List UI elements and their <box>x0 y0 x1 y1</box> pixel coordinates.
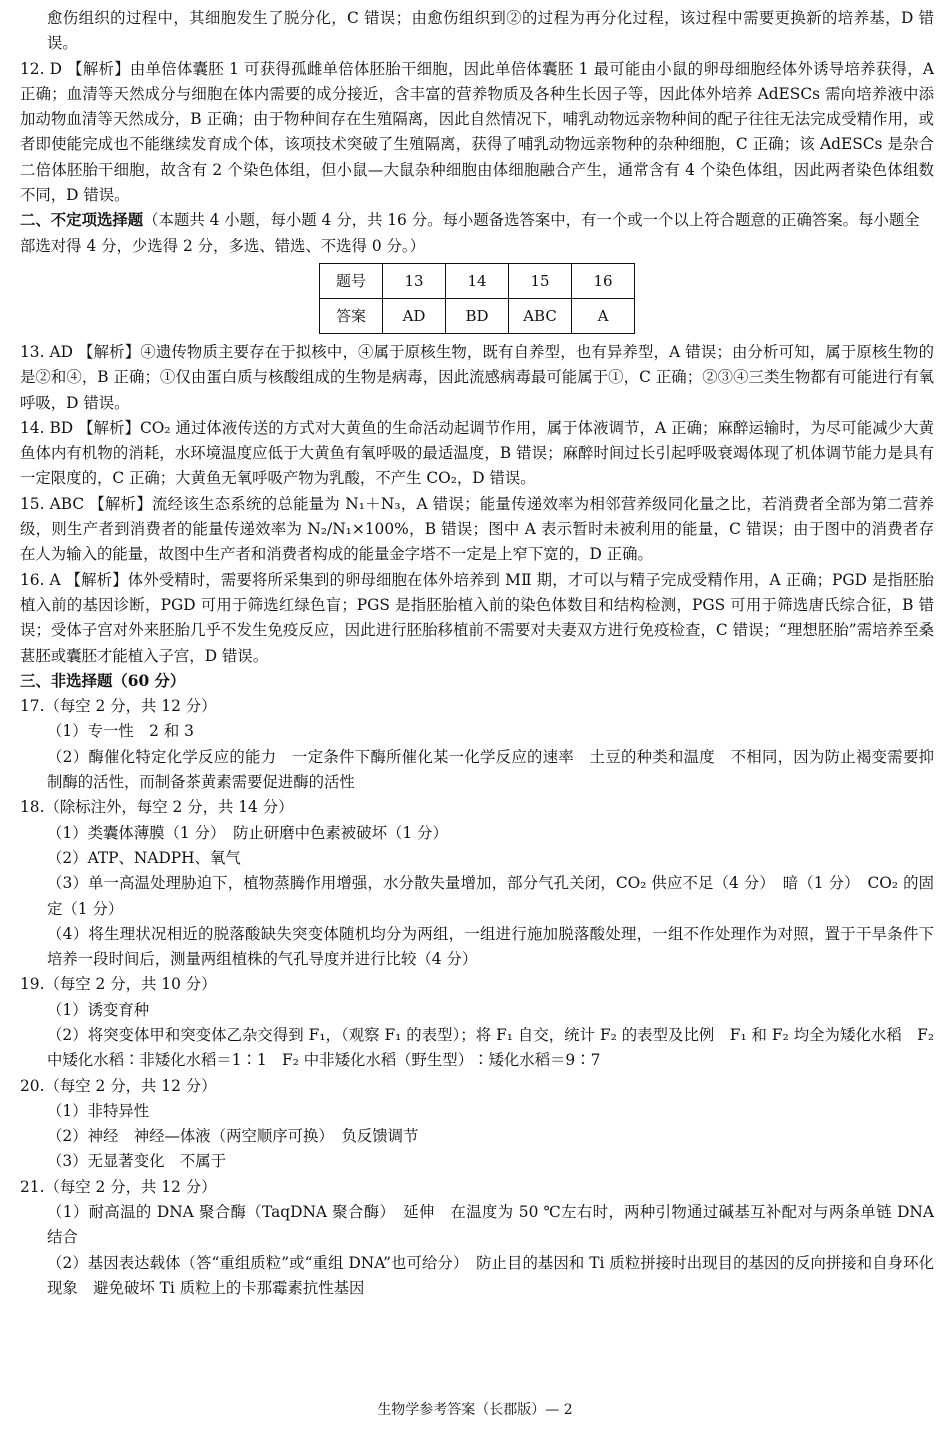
q18-part1: （1）类囊体薄膜（1 分） 防止研磨中色素被破坏（1 分） <box>47 823 448 842</box>
q21-part1: （1）耐高温的 DNA 聚合酶（TaqDNA 聚合酶） 延伸 在温度为 50 ℃左右时，两种引物通过碱基互补配对与两条单链 DNA 结合 <box>47 1203 934 1247</box>
table-label-number: 题号 <box>320 263 383 298</box>
answer-page <box>20 6 934 1301</box>
q12-paragraph: 12. D 【解析】由单倍体囊胚 1 可获得孤雌单倍体胚胎干细胞，因此单倍体囊胚 1 最可能由小鼠的卵母细胞经体外诱导培养获得，A 正确；血清等天然成分与细胞在体内需要的成分接近，含丰富的营养物质及各种生长因子等，因此体外培养 AdESCs 需向培养液中添加动物血清等天然成分，B 正确；由于物种间存在生殖隔离，因此自然情况下，哺乳动物远亲物种间的配子往往无法完成受精作用，或者即使能完成也不能继续发育成个体，该项技术突破了生殖隔离，获得了哺乳动物远亲物种的杂种细胞，C 正确；该 AdESCs 是杂合二倍体胚胎干细胞，故含有 2 个染色体组，但小鼠—大鼠杂种细胞由体细胞融合产生，通常含有 4 个染色体组，因此两者染色体组数不同，D 错误。 <box>20 59 934 205</box>
q13-paragraph: 13. AD 【解析】④遗传物质主要存在于拟核中，④属于原核生物，既有自养型，也有异养型，A 错误；由分析可知，属于原核生物的是②和④，B 正确；①仅由蛋白质与核酸组成的生物是病毒，因此流感病毒最可能属于①，C 正确；②③④三类生物都有可能进行有氧呼吸，D 错误。 <box>20 342 934 412</box>
q21-header: 21.（每空 2 分，共 12 分） <box>20 1177 217 1196</box>
q20-part1: （1）非特异性 <box>47 1101 150 1120</box>
q19-header: 19.（每空 2 分，共 10 分） <box>20 975 217 994</box>
q20-part2: （2）神经 神经—体液（两空顺序可换） 负反馈调节 <box>47 1127 419 1146</box>
table-label-answer: 答案 <box>320 298 383 333</box>
table-cell: A <box>572 298 635 333</box>
q14-paragraph: 14. BD 【解析】CO₂ 通过体液传送的方式对大黄鱼的生命活动起调节作用，属于体液调节，A 正确；麻醉运输时，为尽可能减少大黄鱼体内有机物的消耗，水环境温度应低于大黄鱼有氧呼吸的最适温度，B 错误；麻醉时间过长引起呼吸衰竭体现了机体调节能力是具有一定限度的，C 正确；大黄鱼无氧呼吸产物为乳酸，不产生 CO₂，D 错误。 <box>20 418 934 488</box>
q18-part2: （2）ATP、NADPH、氧气 <box>47 848 241 867</box>
q16-paragraph: 16. A 【解析】体外受精时，需要将所采集到的卵母细胞在体外培养到 MⅡ 期，才可以与精子完成受精作用，A 正确；PGD 是指胚胎植入前的基因诊断，PGD 可用于筛选红绿色盲；PGS 是指胚胎植入前的染色体数目和结构检测，PGS 可用于筛选唐氏综合征，B 错误；受体子宫对外来胚胎几乎不发生免疫反应，因此进行胚胎移植前不需要对夫妻双方进行免疫检查，C 错误；“理想胚胎”需培养至桑葚胚或囊胚才能植入子宫，D 错误。 <box>20 570 934 665</box>
q19-part2: （2）将突变体甲和突变体乙杂交得到 F₁，（观察 F₁ 的表型）；将 F₁ 自交，统计 F₂ 的表型及比例 F₁ 和 F₂ 均全为矮化水稻 F₂ 中矮化水稻∶非矮化水稻＝1∶1 F₂ 中非矮化水稻（野生型）∶矮化水稻＝9∶7 <box>47 1025 934 1070</box>
table-row-answers <box>320 298 635 333</box>
table-cell: BD <box>446 298 509 333</box>
q15-paragraph: 15. ABC 【解析】流经该生态系统的总能量为 N₁＋N₃，A 错误；能量传递效率为相邻营养级同化量之比，若消费者全部为第二营养级，则生产者到消费者的能量传递效率为 N₂/N₁×100%，B 错误；图中 A 表示暂时未被利用的能量，C 错误；由于图中的消费者存在人为输入的能量，故图中生产者和消费者构成的能量金字塔不一定是上窄下宽的，D 正确。 <box>20 494 934 564</box>
q21-part2: （2）基因表达载体（答“重组质粒”或“重组 DNA”也可给分） 防止目的基因和 Ti 质粒拼接时出现目的基因的反向拼接和自身环化现象 避免破坏 Ti 质粒上的卡那霉素抗性基因 <box>47 1253 934 1297</box>
table-cell: AD <box>383 298 446 333</box>
q18-header: 18.（除标注外，每空 2 分，共 14 分） <box>20 798 294 817</box>
section2-header <box>20 208 934 259</box>
q18-part3: （3）单一高温处理胁迫下，植物蒸腾作用增强，水分散失量增加，部分气孔关闭，CO₂ 供应不足（4 分） 暗（1 分） CO₂ 的固定（1 分） <box>47 874 934 918</box>
q18-part4: （4）将生理状况相近的脱落酸缺失突变体随机均分为两组，一组进行施加脱落酸处理，一组不作处理作为对照，置于干旱条件下培养一段时间后，测量两组植株的气孔导度并进行比较（4 分） <box>47 924 934 969</box>
table-cell: ABC <box>509 298 572 333</box>
table-cell: 14 <box>446 263 509 298</box>
intro-paragraph: 愈伤组织的过程中，其细胞发生了脱分化，C 错误；由愈伤组织到②的过程为再分化过程，该过程中需要更换新的培养基，D 错误。 <box>47 9 934 53</box>
q20-header: 20.（每空 2 分，共 12 分） <box>20 1076 217 1095</box>
section2-title: 二、不定项选择题 <box>20 211 144 230</box>
section3-title: 三、非选择题（60 分） <box>20 671 186 690</box>
q19-part1: （1）诱变育种 <box>47 1000 150 1019</box>
q17-part2: （2）酶催化特定化学反应的能力 一定条件下酶所催化某一化学反应的速率 土豆的种类和温度 不相同，因为防止褐变需要抑制酶的活性，而制备茶黄素需要促进酶的活性 <box>47 747 934 792</box>
table-cell: 13 <box>383 263 446 298</box>
page-footer: 生物学参考答案（长郡版）— 2 <box>377 1402 573 1418</box>
q20-part3: （3）无显著变化 不属于 <box>47 1152 227 1171</box>
section2-instructions: （本题共 4 小题，每小题 4 分，共 16 分。每小题备选答案中，有一个或一个以上符合题意的正确答案。每小题全部选对得 4 分，少选得 2 分，多选、错选、不选得 0 分。） <box>20 211 920 255</box>
q17-header: 17.（每空 2 分，共 12 分） <box>20 697 217 716</box>
table-cell: 16 <box>572 263 635 298</box>
q17-part1: （1）专一性 2 和 3 <box>47 722 194 741</box>
answer-table <box>319 263 635 334</box>
table-row-numbers <box>320 263 635 298</box>
table-cell: 15 <box>509 263 572 298</box>
